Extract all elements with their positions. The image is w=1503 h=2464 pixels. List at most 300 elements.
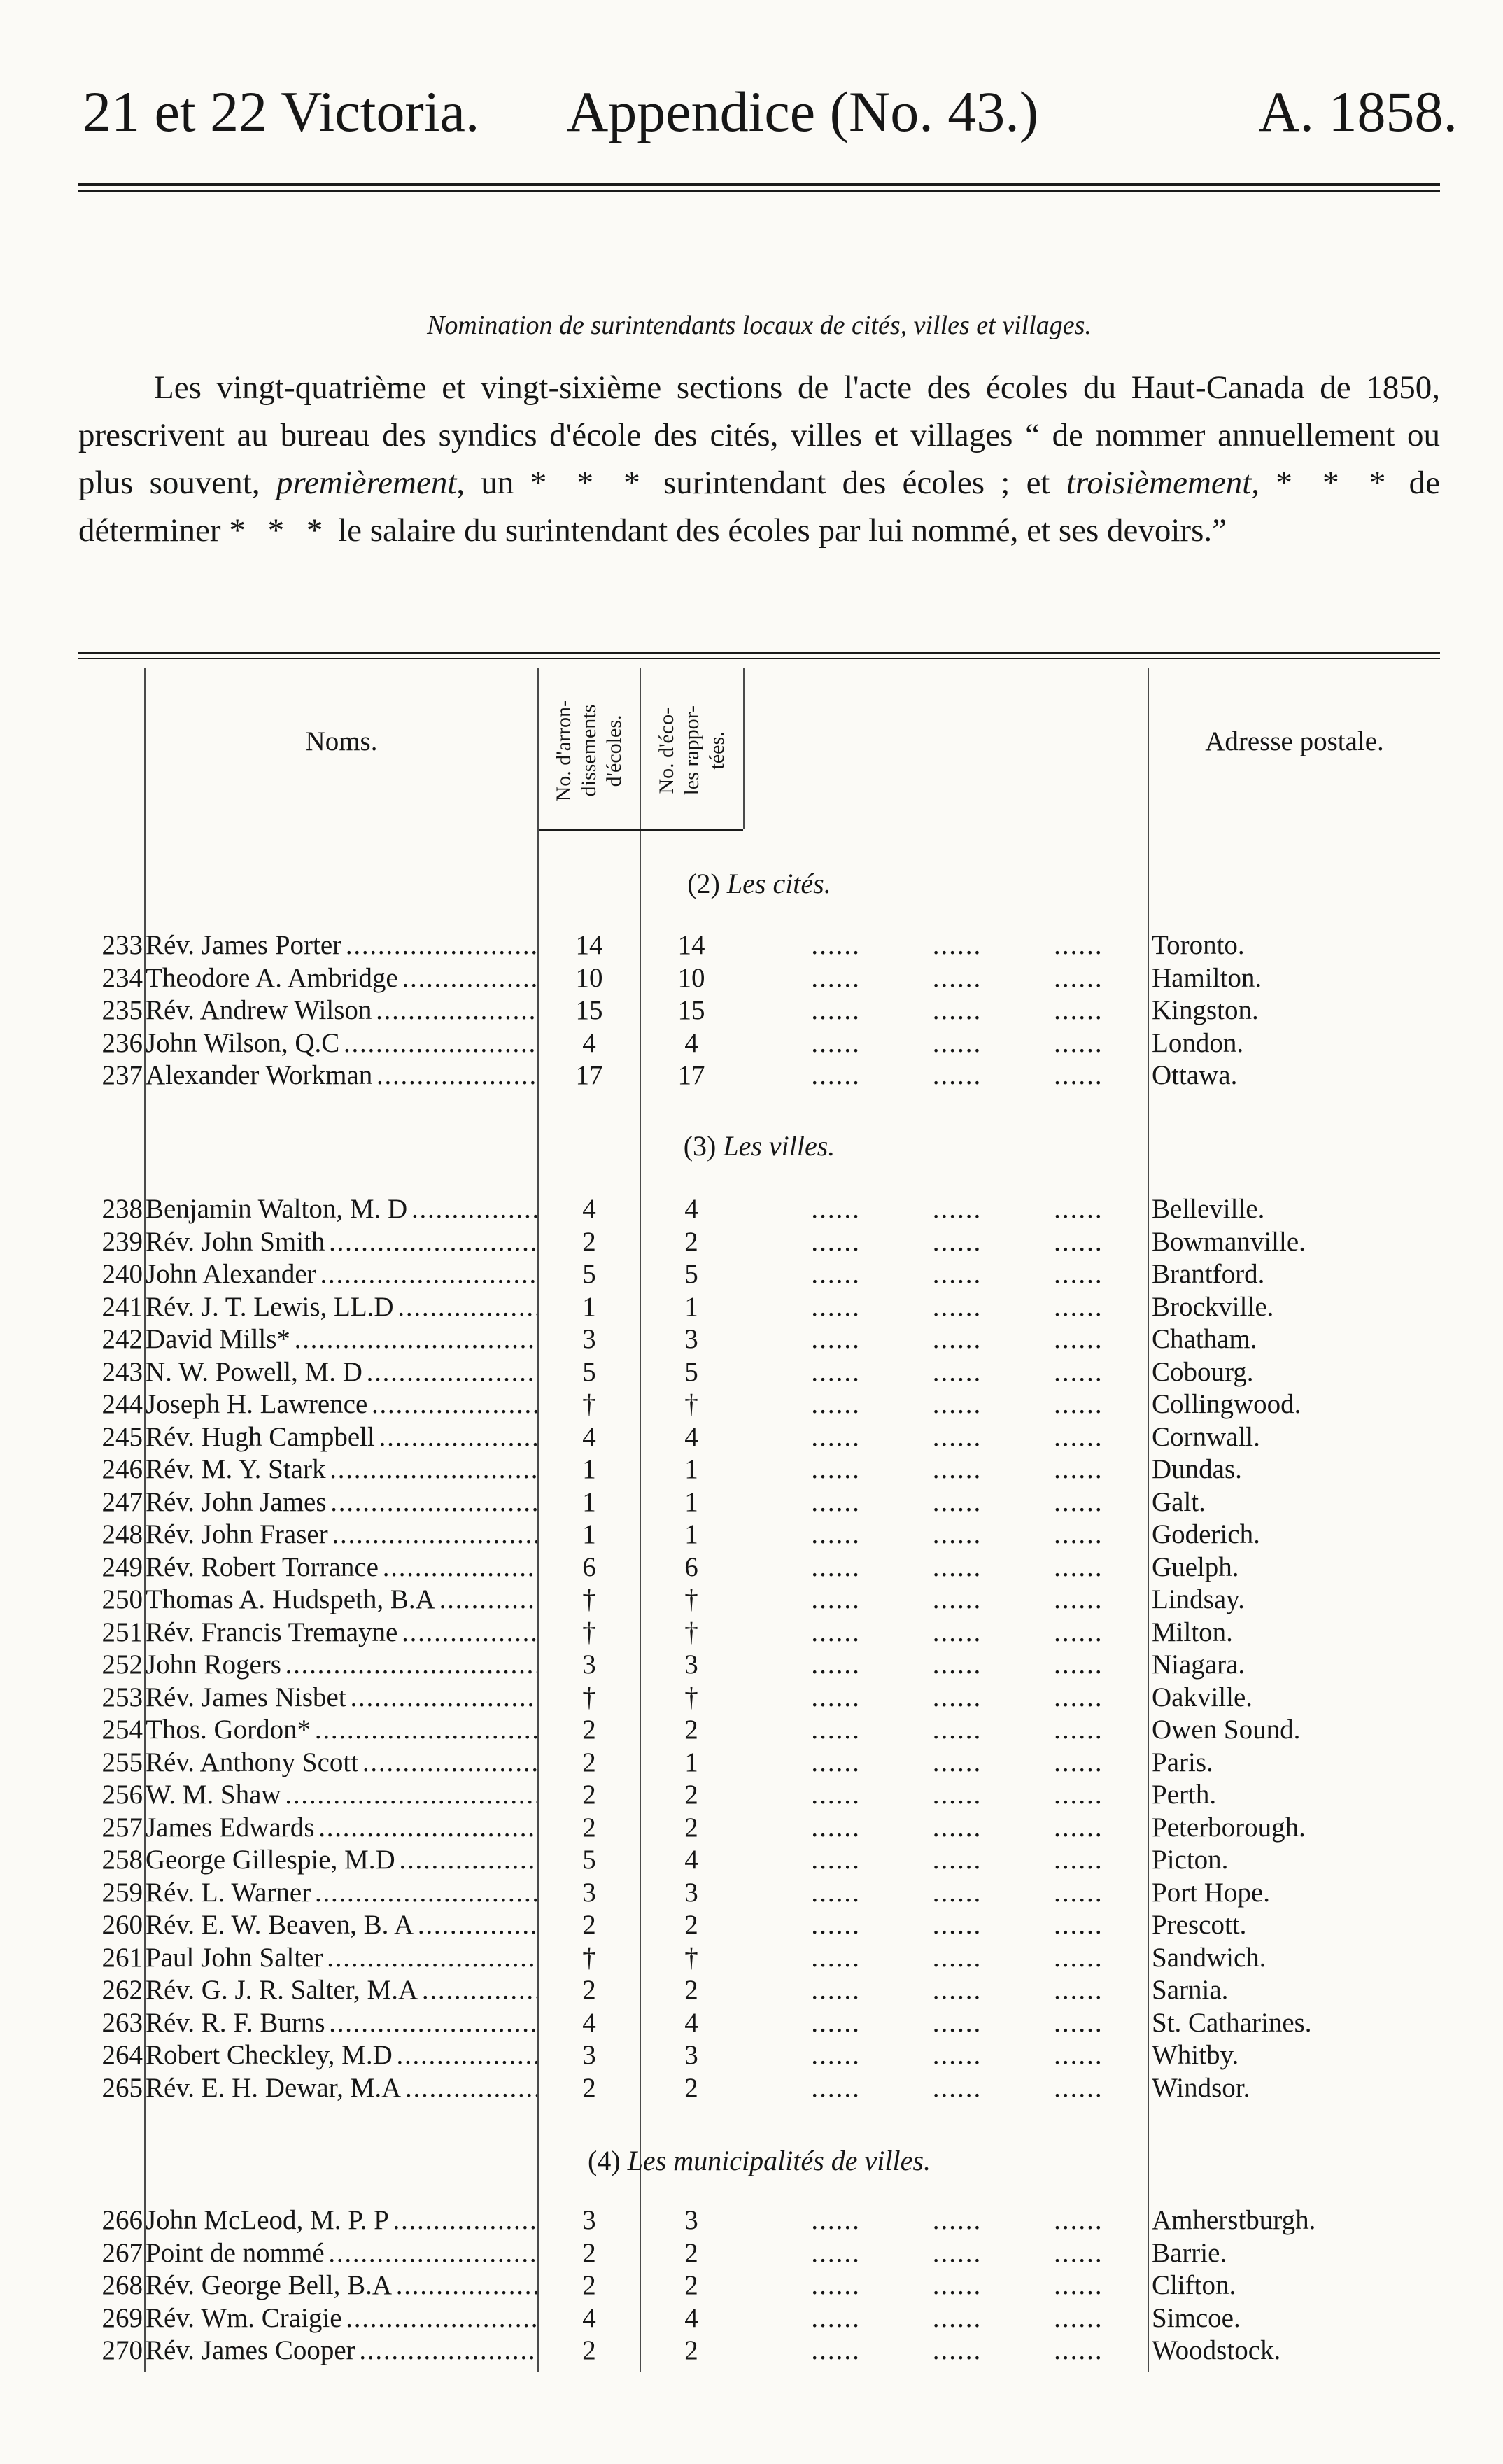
arrondissements-count: 17 (575, 1060, 603, 1090)
header-year: A. 1858. (1258, 80, 1458, 143)
table-row (0, 1388, 1503, 1421)
blank-columns-filler (775, 1519, 1139, 1551)
intro-paragraph: Les vingt-quatrième et vingt-sixième sections de l'acte des écoles du Haut-Canada de 1850, prescrivent au bureau des syndics d'école des cités, villes et villages “ de nommer annuellement ou plus souvent, premièrement, un * * * surintendant des écoles ; et troisièmement, * * * de déterminer * * * le salaire du surintendant des écoles par lui nommé, et ses devoirs.” (78, 369, 1441, 549)
ecoles-count: 1 (684, 1747, 698, 1777)
filler-dots: ...... (811, 1519, 861, 1549)
superintendent-name: Rév. Hugh Campbell . . . (146, 1421, 537, 1453)
postal-address: Brockville. (1152, 1291, 1274, 1322)
filler-dots: ...... (932, 2335, 982, 2365)
filler-dots: ...... (1054, 1845, 1103, 1875)
row-number: 236 (101, 1027, 143, 1058)
row-number: 243 (101, 1356, 143, 1387)
postal-address: Hamilton. (1152, 962, 1262, 993)
table-row (0, 1291, 1503, 1323)
filler-dots: ...... (811, 1324, 861, 1354)
filler-dots: ...... (932, 1584, 982, 1614)
blank-columns-filler (775, 2237, 1139, 2269)
superintendent-name: Rév. J. T. Lewis, LL.D . . . (146, 1291, 537, 1323)
arrondissements-count: 5 (582, 1845, 596, 1875)
superintendent-name: James Edwards . . . (146, 1812, 537, 1844)
postal-address: Kingston. (1152, 995, 1259, 1025)
table-row (0, 1027, 1503, 1059)
filler-dots: ...... (932, 1975, 982, 2005)
blank-columns-filler (775, 2269, 1139, 2302)
superintendent-name: Rév. Anthony Scott . . . (146, 1747, 537, 1779)
row-number: 248 (101, 1519, 143, 1549)
ecoles-count: 1 (684, 1291, 698, 1322)
ecoles-count: 4 (684, 2007, 698, 2038)
table-row (0, 1649, 1503, 1681)
filler-dots: ...... (1054, 2270, 1103, 2300)
superintendent-name: John Rogers . . . (146, 1649, 537, 1681)
ecoles-count: 2 (684, 1812, 698, 1843)
column-header-ecoles: No. d'éco- les rappor- tées. (655, 705, 728, 796)
table-row (0, 2204, 1503, 2237)
arrondissements-count: 2 (582, 1780, 596, 1810)
superintendent-name: John Alexander . . . (146, 1258, 537, 1290)
table-row (0, 1453, 1503, 1486)
filler-dots: ...... (1054, 2040, 1103, 2070)
filler-dots: ...... (1054, 1747, 1103, 1777)
blank-columns-filler (775, 1649, 1139, 1681)
arrondissements-count: 2 (582, 1715, 596, 1745)
row-number: 263 (101, 2007, 143, 2038)
postal-address: Perth. (1152, 1780, 1217, 1810)
filler-dots: ...... (932, 1027, 982, 1058)
arrondissements-count: 2 (582, 1747, 596, 1777)
table-row (0, 2302, 1503, 2335)
filler-dots: ...... (811, 2205, 861, 2235)
superintendent-name: Rév. James Cooper . . . (146, 2335, 537, 2367)
ecoles-count: 4 (684, 2302, 698, 2333)
filler-dots: ...... (811, 1194, 861, 1224)
ecoles-count: 3 (684, 2040, 698, 2070)
filler-dots: ...... (932, 1910, 982, 1940)
filler-dots: ...... (811, 2007, 861, 2038)
table-row (0, 1584, 1503, 1616)
arrondissements-count: 1 (582, 1454, 596, 1484)
superintendent-name: Rév. E. W. Beaven, B. A . . . (146, 1909, 537, 1941)
filler-dots: ...... (1054, 2237, 1103, 2268)
filler-dots: ...... (1054, 1226, 1103, 1257)
filler-dots: ...... (1054, 2335, 1103, 2365)
header-session: 21 et 22 Victoria. (83, 80, 480, 143)
row-number: 250 (101, 1584, 143, 1614)
arrondissements-count: † (582, 1389, 596, 1419)
row-number: 261 (101, 1942, 143, 1973)
filler-dots: ...... (932, 995, 982, 1025)
postal-address: Oakville. (1152, 1682, 1253, 1712)
table-row (0, 2007, 1503, 2039)
blank-columns-filler (775, 1747, 1139, 1779)
filler-dots: ...... (811, 1027, 861, 1058)
table-row (0, 1323, 1503, 1356)
arrondissements-count: 3 (582, 2040, 596, 2070)
arrondissements-count: 2 (582, 1812, 596, 1843)
row-number: 240 (101, 1259, 143, 1289)
filler-dots: ...... (1054, 1389, 1103, 1419)
table-row (0, 929, 1503, 962)
table-row (0, 1682, 1503, 1714)
ecoles-count: 2 (684, 2335, 698, 2365)
filler-dots: ...... (1054, 1551, 1103, 1582)
blank-columns-filler (775, 994, 1139, 1027)
postal-address: Whitby. (1152, 2040, 1239, 2070)
header-underline (539, 829, 743, 831)
blank-columns-filler (775, 962, 1139, 994)
header-appendix: Appendice (No. 43.) (567, 80, 1039, 143)
arrondissements-count: 14 (575, 930, 603, 960)
arrondissements-count: 2 (582, 2237, 596, 2268)
postal-address: Cornwall. (1152, 1421, 1260, 1452)
filler-dots: ...... (932, 2270, 982, 2300)
postal-address: Prescott. (1152, 1910, 1247, 1940)
arrondissements-count: 3 (582, 1324, 596, 1354)
table-row (0, 2237, 1503, 2269)
filler-dots: ...... (811, 1421, 861, 1452)
filler-dots: ...... (811, 1715, 861, 1745)
filler-dots: ...... (932, 2072, 982, 2103)
filler-dots: ...... (811, 1845, 861, 1875)
ecoles-count: 3 (684, 1877, 698, 1908)
arrondissements-count: † (582, 1682, 596, 1712)
filler-dots: ...... (1054, 1027, 1103, 1058)
filler-dots: ...... (811, 1060, 861, 1090)
filler-dots: ...... (811, 1780, 861, 1810)
filler-dots: ...... (811, 1617, 861, 1647)
row-number: 244 (101, 1389, 143, 1419)
table-row (0, 962, 1503, 994)
arrondissements-count: 4 (582, 2302, 596, 2333)
superintendent-name: Thomas A. Hudspeth, B.A . . . (146, 1584, 537, 1616)
postal-address: Amherstburgh. (1152, 2205, 1316, 2235)
filler-dots: ...... (811, 1291, 861, 1322)
row-number: 241 (101, 1291, 143, 1322)
table-row (0, 2039, 1503, 2071)
filler-dots: ...... (932, 1551, 982, 1582)
superintendent-name: Rév. John Fraser . . . (146, 1519, 537, 1551)
filler-dots: ...... (1054, 1259, 1103, 1289)
filler-dots: ...... (1054, 1194, 1103, 1224)
blank-columns-filler (775, 1617, 1139, 1649)
ecoles-count: 14 (677, 930, 705, 960)
filler-dots: ...... (932, 1291, 982, 1322)
arrondissements-count: 4 (582, 1421, 596, 1452)
filler-dots: ...... (1054, 1356, 1103, 1387)
ecoles-count: 5 (684, 1259, 698, 1289)
arrondissements-count: 1 (582, 1519, 596, 1549)
superintendent-name: Rév. Wm. Craigie . . . (146, 2302, 537, 2335)
arrondissements-count: 2 (582, 2335, 596, 2365)
superintendent-name: George Gillespie, M.D . . . (146, 1844, 537, 1876)
blank-columns-filler (775, 1193, 1139, 1225)
ecoles-count: 1 (684, 1519, 698, 1549)
filler-dots: ...... (1054, 1617, 1103, 1647)
filler-dots: ...... (932, 1356, 982, 1387)
blank-columns-filler (775, 1059, 1139, 1092)
superintendent-name: Paul John Salter . . . (146, 1942, 537, 1974)
blank-columns-filler (775, 1226, 1139, 1258)
row-number: 239 (101, 1226, 143, 1257)
superintendent-name: Rév. Francis Tremayne . . . (146, 1617, 537, 1649)
blank-columns-filler (775, 1323, 1139, 1356)
row-number: 256 (101, 1780, 143, 1810)
arrondissements-count: 1 (582, 1291, 596, 1322)
blank-columns-filler (775, 1779, 1139, 1811)
blank-columns-filler (775, 1974, 1139, 2006)
filler-dots: ...... (811, 2270, 861, 2300)
filler-dots: ...... (811, 1747, 861, 1777)
document-title: Nomination de surintendants locaux de cités, villes et villages. (427, 311, 1092, 340)
superintendent-name: Rév. R. F. Burns . . . (146, 2007, 537, 2039)
filler-dots: ...... (811, 930, 861, 960)
row-number: 233 (101, 930, 143, 960)
filler-dots: ...... (811, 1226, 861, 1257)
filler-dots: ...... (811, 962, 861, 993)
table-row (0, 1877, 1503, 1909)
filler-dots: ...... (932, 1715, 982, 1745)
postal-address: Paris. (1152, 1747, 1213, 1777)
filler-dots: ...... (1054, 1942, 1103, 1973)
filler-dots: ...... (932, 1060, 982, 1090)
table-row (0, 1551, 1503, 1584)
header-rule-top (78, 183, 1440, 186)
blank-columns-filler (775, 2204, 1139, 2237)
ecoles-count: † (684, 1682, 698, 1712)
postal-address: Sarnia. (1152, 1975, 1229, 2005)
column-header-address: Adresse postale. (1205, 726, 1384, 756)
postal-address: Collingwood. (1152, 1389, 1301, 1419)
table-row (0, 1258, 1503, 1290)
filler-dots: ...... (932, 1812, 982, 1843)
ecoles-count: † (684, 1942, 698, 1973)
blank-columns-filler (775, 1027, 1139, 1059)
filler-dots: ...... (811, 2302, 861, 2333)
filler-dots: ...... (932, 1324, 982, 1354)
table-top-rule-thin (78, 658, 1440, 659)
blank-columns-filler (775, 1486, 1139, 1519)
filler-dots: ...... (932, 2040, 982, 2070)
filler-dots: ...... (932, 1454, 982, 1484)
row-number: 235 (101, 995, 143, 1025)
table-row (0, 1617, 1503, 1649)
filler-dots: ...... (932, 1421, 982, 1452)
arrondissements-count: 5 (582, 1356, 596, 1387)
ecoles-count: † (684, 1584, 698, 1614)
arrondissements-count: 2 (582, 1975, 596, 2005)
column-header-arrondissements: No. d'arron- dissements d'écoles. (552, 699, 626, 802)
blank-columns-filler (775, 1844, 1139, 1876)
ecoles-count: 3 (684, 1649, 698, 1680)
filler-dots: ...... (932, 1845, 982, 1875)
filler-dots: ...... (1054, 1910, 1103, 1940)
row-number: 270 (101, 2335, 143, 2365)
filler-dots: ...... (932, 1226, 982, 1257)
filler-dots: ...... (811, 1356, 861, 1387)
filler-dots: ...... (1054, 1291, 1103, 1322)
table-row (0, 1226, 1503, 1258)
filler-dots: ...... (811, 1812, 861, 1843)
superintendent-name: Rév. M. Y. Stark . . . (146, 1453, 537, 1486)
row-number: 249 (101, 1551, 143, 1582)
table-row (0, 1942, 1503, 1974)
ecoles-count: 2 (684, 1910, 698, 1940)
arrondissements-count: 4 (582, 1194, 596, 1224)
arrondissements-count: 10 (575, 962, 603, 993)
row-number: 268 (101, 2270, 143, 2300)
arrondissements-count: 3 (582, 2205, 596, 2235)
row-number: 252 (101, 1649, 143, 1680)
row-number: 251 (101, 1617, 143, 1647)
postal-address: Port Hope. (1152, 1877, 1270, 1908)
filler-dots: ...... (1054, 1649, 1103, 1680)
blank-columns-filler (775, 2335, 1139, 2367)
row-number: 254 (101, 1715, 143, 1745)
ecoles-count: 3 (684, 2205, 698, 2235)
filler-dots: ...... (811, 1259, 861, 1289)
filler-dots: ...... (811, 995, 861, 1025)
ecoles-count: 2 (684, 1715, 698, 1745)
ecoles-count: 4 (684, 1194, 698, 1224)
postal-address: Guelph. (1152, 1551, 1239, 1582)
postal-address: Galt. (1152, 1486, 1206, 1517)
filler-dots: ...... (932, 1682, 982, 1712)
postal-address: Toronto. (1152, 930, 1245, 960)
arrondissements-count: 4 (582, 2007, 596, 2038)
blank-columns-filler (775, 1388, 1139, 1421)
ecoles-count: † (684, 1617, 698, 1647)
postal-address: Ottawa. (1152, 1060, 1238, 1090)
ecoles-count: 5 (684, 1356, 698, 1387)
filler-dots: ...... (1054, 1975, 1103, 2005)
filler-dots: ...... (932, 2007, 982, 2038)
table-row (0, 2269, 1503, 2302)
arrondissements-count: † (582, 1942, 596, 1973)
superintendent-name: N. W. Powell, M. D . . . (146, 1356, 537, 1388)
filler-dots: ...... (1054, 1682, 1103, 1712)
arrondissements-count: † (582, 1617, 596, 1647)
filler-dots: ...... (932, 1747, 982, 1777)
filler-dots: ...... (1054, 1519, 1103, 1549)
blank-columns-filler (775, 1291, 1139, 1323)
postal-address: Picton. (1152, 1845, 1229, 1875)
postal-address: Cobourg. (1152, 1356, 1254, 1387)
filler-dots: ...... (811, 1942, 861, 1973)
filler-dots: ...... (1054, 1780, 1103, 1810)
table-row (0, 994, 1503, 1027)
table-row (0, 1974, 1503, 2006)
ecoles-count: 17 (677, 1060, 705, 1090)
superintendent-name: Alexander Workman . . . (146, 1059, 537, 1092)
row-number: 237 (101, 1060, 143, 1090)
ecoles-count: 2 (684, 1975, 698, 2005)
blank-columns-filler (775, 1258, 1139, 1290)
postal-address: Lindsay. (1152, 1584, 1245, 1614)
arrondissements-count: 15 (575, 995, 603, 1025)
table-row (0, 1779, 1503, 1811)
postal-address: Windsor. (1152, 2072, 1250, 2103)
arrondissements-count: 2 (582, 2072, 596, 2103)
filler-dots: ...... (1054, 962, 1103, 993)
table-top-rule (78, 652, 1440, 654)
blank-columns-filler (775, 2302, 1139, 2335)
filler-dots: ...... (811, 1910, 861, 1940)
filler-dots: ...... (932, 930, 982, 960)
ecoles-count: 2 (684, 2270, 698, 2300)
superintendent-name: John McLeod, M. P. P . . . (146, 2204, 537, 2237)
filler-dots: ...... (932, 1780, 982, 1810)
superintendent-name: Rév. John James . . . (146, 1486, 537, 1519)
filler-dots: ...... (1054, 2302, 1103, 2333)
table-row (0, 1844, 1503, 1876)
blank-columns-filler (775, 2072, 1139, 2104)
filler-dots: ...... (1054, 995, 1103, 1025)
arrondissements-count: 3 (582, 1877, 596, 1908)
filler-dots: ...... (932, 962, 982, 993)
filler-dots: ...... (932, 1877, 982, 1908)
arrondissements-count: 6 (582, 1551, 596, 1582)
postal-address: Bowmanville. (1152, 1226, 1306, 1257)
ecoles-count: 1 (684, 1486, 698, 1517)
row-number: 266 (101, 2205, 143, 2235)
superintendent-name: Rév. Andrew Wilson . . . (146, 994, 537, 1027)
section-heading-municipalites: (4) Les municipalités de villes. (588, 2145, 931, 2176)
filler-dots: ...... (1054, 2205, 1103, 2235)
filler-dots: ...... (1054, 1454, 1103, 1484)
arrondissements-count: † (582, 1584, 596, 1614)
superintendent-name: Thos. Gordon* . . . (146, 1714, 537, 1746)
column-divider-ecoles (743, 668, 745, 829)
filler-dots: ...... (932, 1486, 982, 1517)
postal-address: Woodstock. (1152, 2335, 1281, 2365)
header-rule-bottom (78, 190, 1440, 192)
blank-columns-filler (775, 1877, 1139, 1909)
blank-columns-filler (775, 1909, 1139, 1941)
filler-dots: ...... (811, 1975, 861, 2005)
table-row (0, 1812, 1503, 1844)
blank-columns-filler (775, 1714, 1139, 1746)
postal-address: Goderich. (1152, 1519, 1260, 1549)
row-number: 262 (101, 1975, 143, 2005)
filler-dots: ...... (932, 2205, 982, 2235)
blank-columns-filler (775, 1356, 1139, 1388)
filler-dots: ...... (811, 1877, 861, 1908)
row-number: 246 (101, 1454, 143, 1484)
arrondissements-count: 1 (582, 1486, 596, 1517)
superintendent-name: Benjamin Walton, M. D . . . (146, 1193, 537, 1225)
blank-columns-filler (775, 929, 1139, 962)
filler-dots: ...... (811, 1486, 861, 1517)
ecoles-count: 10 (677, 962, 705, 993)
superintendent-name: Rév. Robert Torrance . . . (146, 1551, 537, 1584)
blank-columns-filler (775, 1421, 1139, 1453)
superintendent-name: Robert Checkley, M.D . . . (146, 2039, 537, 2071)
arrondissements-count: 5 (582, 1259, 596, 1289)
row-number: 269 (101, 2302, 143, 2333)
blank-columns-filler (775, 2039, 1139, 2071)
filler-dots: ...... (811, 2040, 861, 2070)
filler-dots: ...... (932, 1519, 982, 1549)
postal-address: Belleville. (1152, 1194, 1265, 1224)
row-number: 247 (101, 1486, 143, 1517)
superintendent-name: Rév. James Porter . . . (146, 929, 537, 962)
row-number: 253 (101, 1682, 143, 1712)
filler-dots: ...... (932, 1649, 982, 1680)
filler-dots: ...... (932, 1389, 982, 1419)
section-heading-cites: (2) Les cités. (687, 868, 831, 899)
superintendent-name: David Mills* . . . (146, 1323, 537, 1356)
table-row (0, 1193, 1503, 1225)
